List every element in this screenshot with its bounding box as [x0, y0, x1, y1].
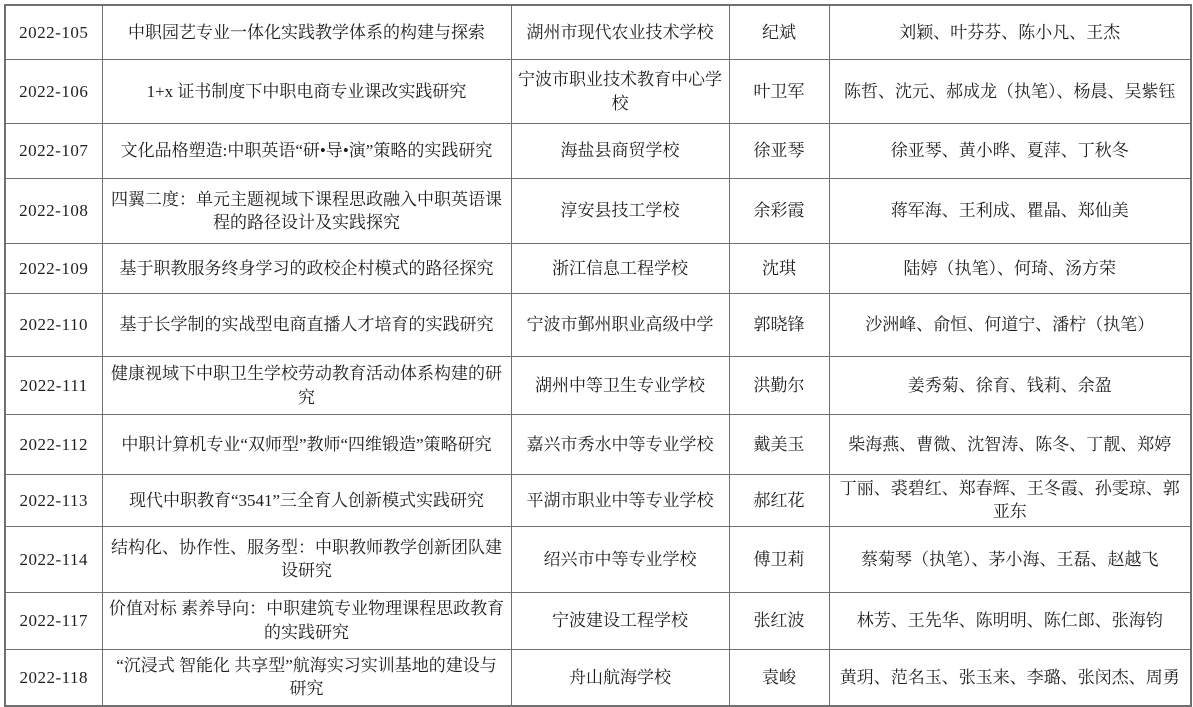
project-members: 林芳、王先华、陈明明、陈仁郎、张海钧	[829, 592, 1191, 649]
project-leader: 沈琪	[729, 244, 829, 294]
project-members: 陆婷（执笔）、何琦、汤方荣	[829, 244, 1191, 294]
project-school: 宁波市鄞州职业高级中学	[511, 294, 729, 357]
table-row	[5, 179, 1191, 244]
project-title: 价值对标 素养导向：中职建筑专业物理课程思政教育的实践研究	[102, 592, 511, 649]
project-leader: 余彩霞	[729, 179, 829, 244]
project-leader: 纪斌	[729, 5, 829, 60]
project-leader: 叶卫军	[729, 60, 829, 124]
project-members: 蔡菊琴（执笔）、茅小海、王磊、赵越飞	[829, 526, 1191, 592]
project-school: 宁波建设工程学校	[511, 592, 729, 649]
project-id: 2022-109	[5, 244, 102, 294]
project-id: 2022-107	[5, 124, 102, 179]
project-id: 2022-118	[5, 649, 102, 706]
project-title: 四翼二度：单元主题视域下课程思政融入中职英语课程的路径设计及实践探究	[102, 179, 511, 244]
table-row	[5, 60, 1191, 124]
project-id: 2022-106	[5, 60, 102, 124]
table-row	[5, 357, 1191, 415]
project-id: 2022-105	[5, 5, 102, 60]
project-school: 绍兴市中等专业学校	[511, 526, 729, 592]
table-body	[5, 5, 1191, 706]
project-members: 徐亚琴、黄小晔、夏萍、丁秋冬	[829, 124, 1191, 179]
table-row	[5, 592, 1191, 649]
table-row	[5, 5, 1191, 60]
project-id: 2022-108	[5, 179, 102, 244]
project-title: 基于长学制的实战型电商直播人才培育的实践研究	[102, 294, 511, 357]
table-row	[5, 124, 1191, 179]
project-school: 浙江信息工程学校	[511, 244, 729, 294]
project-members: 蒋军海、王利成、瞿晶、郑仙美	[829, 179, 1191, 244]
project-leader: 傅卫莉	[729, 526, 829, 592]
table-row	[5, 649, 1191, 706]
project-id: 2022-113	[5, 475, 102, 527]
project-id: 2022-117	[5, 592, 102, 649]
project-id: 2022-112	[5, 415, 102, 475]
project-members: 姜秀菊、徐育、钱莉、余盈	[829, 357, 1191, 415]
project-members: 丁丽、裘碧红、郑春辉、王冬霞、孙雯琼、郭亚东	[829, 475, 1191, 527]
project-school: 淳安县技工学校	[511, 179, 729, 244]
project-school: 舟山航海学校	[511, 649, 729, 706]
projects-table-container	[4, 4, 1192, 707]
project-id: 2022-114	[5, 526, 102, 592]
projects-table	[4, 4, 1192, 707]
project-members: 刘颖、叶芬芬、陈小凡、王杰	[829, 5, 1191, 60]
table-row	[5, 415, 1191, 475]
project-leader: 郭晓锋	[729, 294, 829, 357]
project-school: 宁波市职业技术教育中心学校	[511, 60, 729, 124]
project-leader: 徐亚琴	[729, 124, 829, 179]
project-title: 中职园艺专业一体化实践教学体系的构建与探索	[102, 5, 511, 60]
table-row	[5, 244, 1191, 294]
project-title: “沉浸式 智能化 共享型”航海实习实训基地的建设与研究	[102, 649, 511, 706]
project-title: 文化品格塑造:中职英语“研•导•演”策略的实践研究	[102, 124, 511, 179]
project-school: 平湖市职业中等专业学校	[511, 475, 729, 527]
table-row	[5, 294, 1191, 357]
project-leader: 郝红花	[729, 475, 829, 527]
project-leader: 洪勤尔	[729, 357, 829, 415]
project-title: 基于职教服务终身学习的政校企村模式的路径探究	[102, 244, 511, 294]
project-title: 中职计算机专业“双师型”教师“四维锻造”策略研究	[102, 415, 511, 475]
project-members: 柴海燕、曹微、沈智涛、陈冬、丁靓、郑婷	[829, 415, 1191, 475]
project-id: 2022-110	[5, 294, 102, 357]
project-school: 嘉兴市秀水中等专业学校	[511, 415, 729, 475]
project-school: 湖州中等卫生专业学校	[511, 357, 729, 415]
project-title: 现代中职教育“3541”三全育人创新模式实践研究	[102, 475, 511, 527]
project-school: 湖州市现代农业技术学校	[511, 5, 729, 60]
project-members: 陈哲、沈元、郝成龙（执笔）、杨晨、吴紫钰	[829, 60, 1191, 124]
project-leader: 袁峻	[729, 649, 829, 706]
table-row	[5, 475, 1191, 527]
project-title: 结构化、协作性、服务型：中职教师教学创新团队建设研究	[102, 526, 511, 592]
project-members: 沙洲峰、俞恒、何道宁、潘柠（执笔）	[829, 294, 1191, 357]
project-title: 1+x 证书制度下中职电商专业课改实践研究	[102, 60, 511, 124]
project-leader: 张红波	[729, 592, 829, 649]
table-row	[5, 526, 1191, 592]
project-title: 健康视域下中职卫生学校劳动教育活动体系构建的研究	[102, 357, 511, 415]
project-members: 黄玥、范名玉、张玉来、李璐、张闵杰、周勇	[829, 649, 1191, 706]
project-leader: 戴美玉	[729, 415, 829, 475]
project-school: 海盐县商贸学校	[511, 124, 729, 179]
project-id: 2022-111	[5, 357, 102, 415]
